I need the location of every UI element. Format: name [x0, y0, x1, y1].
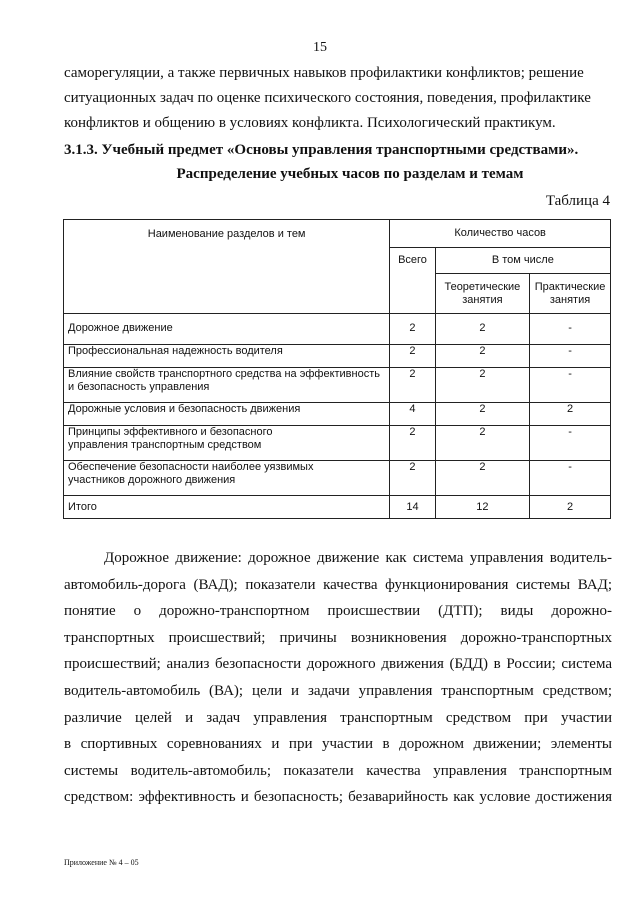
row-total: 2: [390, 314, 435, 345]
row-total: 2: [390, 368, 435, 403]
intro-paragraph: [64, 61, 591, 136]
row-total: 2: [390, 426, 435, 461]
table-row: [64, 368, 611, 403]
body-line: различие целей и задач управления транспортным средством при участии: [64, 709, 612, 726]
row-theory: 2: [435, 368, 529, 403]
row-practice: -: [530, 314, 611, 345]
row-theory: 2: [435, 426, 529, 461]
body-line: понятие о дорожно-транспортном происшествии (ДТП); виды дорожно-: [64, 603, 612, 620]
row-theory: 2: [435, 314, 529, 345]
row-total: 2: [390, 345, 435, 368]
body-line: средством: эффективность и безопасность; безаварийность как условие достижения: [64, 789, 612, 806]
hours-table: [63, 219, 611, 519]
body-line: в спортивных соревнованиях и при участии в дорожном движении; элементы: [64, 736, 612, 753]
row-total: 4: [390, 403, 435, 426]
total-name: Итого: [64, 496, 390, 519]
body-line: системы водитель-автомобиль; показатели качества управления транспортным: [64, 762, 612, 779]
header-including: В том числе: [435, 248, 610, 274]
row-practice: 2: [530, 403, 611, 426]
row-theory: 2: [435, 345, 529, 368]
row-name: Обеспечение безопасности наиболее уязвимых участников дорожного движения: [64, 461, 390, 496]
row-total: 2: [390, 461, 435, 496]
section-heading: 3.1.3. Учебный предмет «Основы управления транспортными средствами».: [64, 142, 579, 158]
body-line: происшествий; анализ безопасности дорожного движения (БДД) в России; система: [64, 656, 612, 673]
row-theory: 2: [435, 403, 529, 426]
total-theory: 12: [435, 496, 529, 519]
body-paragraph: [64, 545, 612, 811]
row-name: Дорожное движение: [64, 314, 390, 345]
table-row: [64, 461, 611, 496]
page-number: 15: [313, 40, 327, 55]
row-name: Профессиональная надежность водителя: [64, 345, 390, 368]
row-practice: -: [530, 461, 611, 496]
row-practice: -: [530, 345, 611, 368]
table-row: [64, 345, 611, 368]
intro-line: саморегуляции, а также первичных навыков профилактики конфликтов; решение: [64, 65, 584, 81]
body-line: Дорожное движение: дорожное движение как система управления водитель-: [104, 550, 612, 566]
intro-line: конфликтов и общению в условиях конфликта. Психологический практикум.: [64, 115, 556, 131]
table-row: [64, 314, 611, 345]
footer-note: Приложение № 4 – 05: [64, 858, 139, 867]
body-line: транспортных происшествий; причины возникновения дорожно-транспортных: [64, 629, 612, 646]
row-name: Влияние свойств транспортного средства на эффективность и безопасность управления: [64, 368, 390, 403]
row-name: Дорожные условия и безопасность движения: [64, 403, 390, 426]
total-practice: 2: [530, 496, 611, 519]
table-row: [64, 426, 611, 461]
total-total: 14: [390, 496, 435, 519]
table-row: [64, 403, 611, 426]
row-practice: -: [530, 426, 611, 461]
body-line: автомобиль-дорога (ВАД); показатели качества функционирования системы ВАД;: [64, 576, 612, 593]
total-row: [64, 496, 611, 519]
header-practice: Практические занятия: [530, 274, 611, 314]
row-theory: 2: [435, 461, 529, 496]
row-name: Принципы эффективного и безопасного управления транспортным средством: [64, 426, 390, 461]
intro-line: ситуационных задач по оценке психического состояния, поведения, профилактике: [64, 90, 591, 106]
table-heading: Распределение учебных часов по разделам и темам: [176, 166, 524, 182]
header-total: Всего: [390, 248, 435, 314]
body-line: водитель-автомобиль (ВА); цели и задачи управления транспортным средством;: [64, 682, 612, 699]
row-practice: -: [530, 368, 611, 403]
header-theory: Теоретические занятия: [435, 274, 529, 314]
header-name: Наименование разделов и тем: [64, 220, 390, 314]
header-hours: Количество часов: [390, 220, 611, 248]
table-label: Таблица 4: [545, 193, 610, 209]
